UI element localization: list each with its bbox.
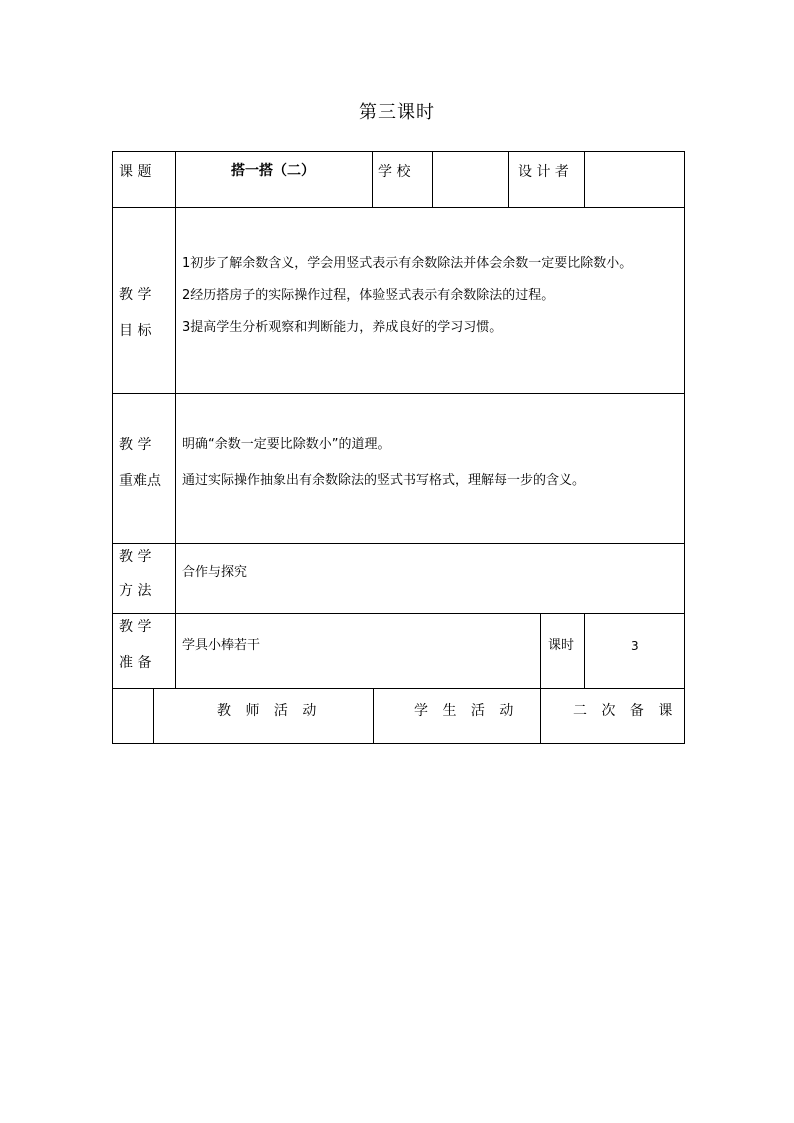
- table-column-divider: [372, 151, 373, 208]
- key-points-label-line1: 教 学: [119, 437, 152, 453]
- table-row-divider: [112, 688, 685, 689]
- table-border-top: [112, 151, 685, 152]
- objective-item: 2经历搭房子的实际操作过程，体验竖式表示有余数除法的过程。: [182, 288, 555, 303]
- table-column-divider: [373, 688, 374, 744]
- table-column-divider: [432, 151, 433, 208]
- topic-label: 课 题: [119, 164, 152, 180]
- table-row-divider: [112, 543, 685, 544]
- objectives-label-line1: 教 学: [119, 287, 152, 303]
- table-column-divider: [508, 151, 509, 208]
- preparation-label-line2: 准 备: [119, 655, 152, 671]
- second-preparation-header: 二 次 备 课: [573, 703, 678, 719]
- key-points-label-line2: 重难点: [119, 473, 161, 489]
- table-row-divider: [112, 393, 685, 394]
- table-column-divider: [584, 151, 585, 208]
- hours-label: 课时: [548, 638, 575, 653]
- table-row-divider: [112, 613, 685, 614]
- designer-label: 设 计 者: [518, 164, 569, 180]
- table-border-left: [112, 151, 113, 744]
- table-border-right: [684, 151, 685, 744]
- preparation-label-line1: 教 学: [119, 619, 152, 635]
- page-title: 第三课时: [359, 102, 435, 123]
- table-border-bottom: [112, 743, 685, 744]
- table-column-divider: [153, 688, 154, 744]
- table-column-divider: [540, 613, 541, 744]
- teacher-activity-header: 教 师 活 动: [217, 703, 322, 719]
- topic-value: 搭一搭（二）: [231, 163, 315, 179]
- method-value: 合作与探究: [182, 565, 248, 580]
- table-column-divider: [175, 151, 176, 689]
- key-point-item: 明确“余数一定要比除数小”的道理。: [182, 437, 391, 452]
- method-label-line2: 方 法: [119, 583, 152, 599]
- student-activity-header: 学 生 活 动: [414, 703, 519, 719]
- objective-item: 1初步了解余数含义，学会用竖式表示有余数除法并体会余数一定要比除数小。: [182, 256, 633, 271]
- objectives-label-line2: 目 标: [119, 323, 152, 339]
- key-point-item: 通过实际操作抽象出有余数除法的竖式书写格式，理解每一步的含义。: [182, 473, 586, 488]
- preparation-value: 学具小棒若干: [182, 638, 261, 653]
- table-column-divider: [584, 613, 585, 689]
- table-row-divider: [112, 207, 685, 208]
- school-label: 学 校: [378, 164, 411, 180]
- hours-value: 3: [631, 639, 639, 653]
- method-label-line1: 教 学: [119, 549, 152, 565]
- objective-item: 3提高学生分析观察和判断能力，养成良好的学习习惯。: [182, 320, 503, 335]
